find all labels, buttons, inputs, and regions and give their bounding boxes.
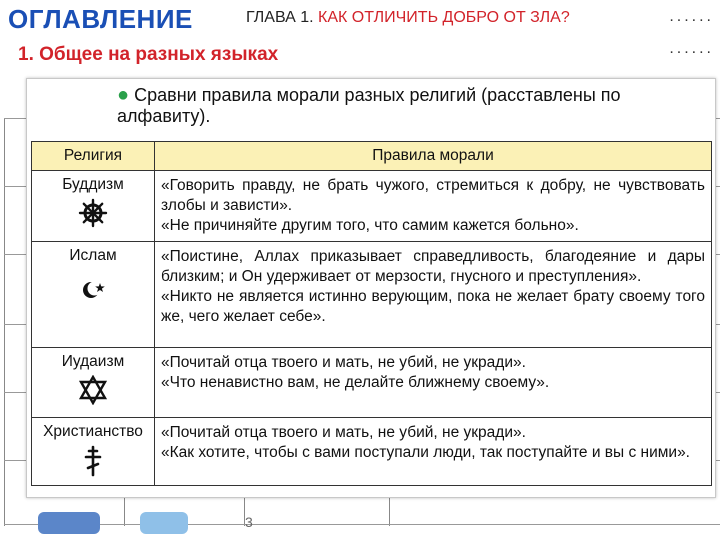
religion-name: Буддизм — [62, 176, 124, 193]
morals-table — [31, 141, 712, 486]
table-row — [32, 242, 712, 348]
table-row — [32, 171, 712, 242]
background-decoration — [140, 512, 188, 534]
background-decoration — [38, 512, 100, 534]
moral-rule: «Не причиняйте другим того, что самим кажется больно». — [161, 217, 579, 234]
moral-rule: «Как хотите, чтобы с вами поступали люди, так поступайте и вы с ними». — [161, 444, 690, 461]
religion-name: Ислам — [69, 247, 117, 264]
chapter-heading[interactable] — [246, 9, 570, 27]
chapter-title: КАК ОТЛИЧИТЬ ДОБРО ОТ ЗЛА? — [318, 9, 570, 26]
header-religion: Религия — [32, 142, 155, 171]
moral-rule: «Поистине, Аллах приказывает справедливость, благодеяние и дары близким; и Он удерживает от мерзости, гнусного и преступления». — [161, 248, 705, 285]
toc-dots-1: ...... — [669, 8, 714, 25]
table-row — [32, 348, 712, 418]
religion-name: Иудаизм — [61, 353, 125, 370]
moral-rule: «Говорить правду, не брать чужого, стремиться к добру, не чувствовать злобы и зависти». — [161, 177, 705, 214]
moral-rule: «Никто не является истинно верующим, пока не желает брату своему того же, чего желает себе». — [161, 288, 705, 325]
moral-rule: «Почитай отца твоего и мать, не убий, не укради». — [161, 424, 526, 441]
moral-rule: «Почитай отца твоего и мать, не убий, не укради». — [161, 354, 526, 371]
crescent-star-icon — [78, 275, 108, 305]
table-row — [32, 418, 712, 486]
section-heading[interactable]: 1. Общее на разных языках — [18, 44, 279, 65]
bullet-icon: ● — [117, 84, 130, 106]
religion-name: Христианство — [43, 423, 143, 440]
star-of-david-icon — [78, 375, 108, 405]
moral-rule: «Что ненавистно вам, не делайте ближнему своему». — [161, 374, 550, 391]
chapter-prefix: ГЛАВА 1. — [246, 9, 314, 26]
orthodox-cross-icon — [78, 445, 108, 477]
toc-dots-2: ...... — [669, 40, 714, 57]
page-title: ОГЛАВЛЕНИЕ — [8, 4, 193, 34]
header-rules: Правила морали — [155, 142, 712, 171]
dharma-wheel-icon — [78, 198, 108, 228]
background-page-number: 3 — [245, 514, 253, 530]
intro-sentence: Сравни правила морали разных религий (расставлены по алфавиту). — [117, 85, 621, 126]
content-card — [26, 78, 716, 498]
intro-text — [117, 85, 707, 127]
